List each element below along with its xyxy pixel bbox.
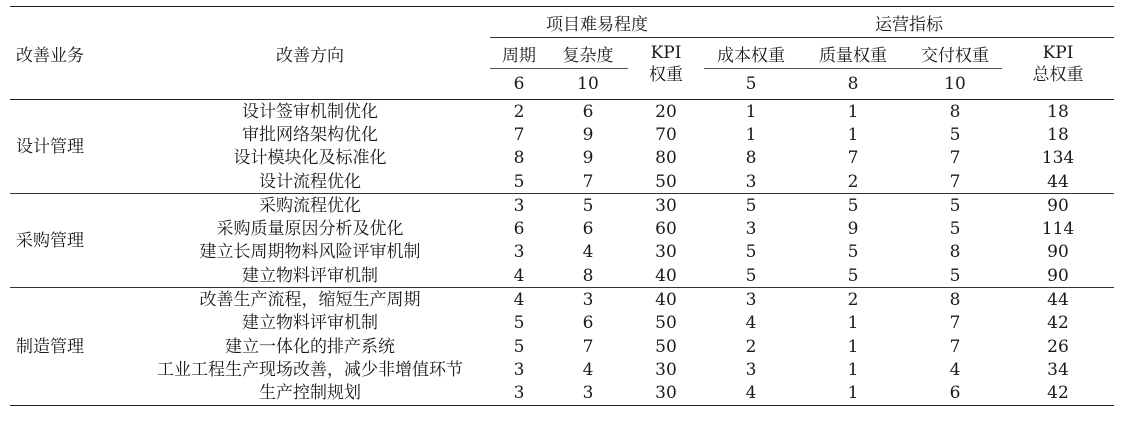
delivery-cell: 8 — [908, 288, 1002, 312]
quality-cell: 1 — [798, 382, 908, 406]
direction-cell: 建立长周期物料风险评审机制 — [199, 242, 421, 263]
kpi-cell: 50 — [655, 336, 677, 357]
total-cell: 42 — [1047, 313, 1069, 334]
cycle-cell: 3 — [490, 194, 548, 218]
total-cell: 114 — [1041, 219, 1075, 240]
quality-cell: 5 — [847, 265, 859, 286]
complexity-cell: 6 — [582, 313, 594, 334]
delivery-cell: 7 — [949, 171, 961, 192]
complexity-cell: 9 — [582, 148, 594, 169]
header-delivery-weight: 交付权重 — [908, 38, 1002, 69]
complexity-cell: 7 — [582, 171, 594, 192]
total-cell: 90 — [1047, 242, 1069, 263]
header-cycle-value: 6 — [490, 69, 548, 100]
header-cycle: 周期 — [490, 38, 548, 69]
delivery-cell: 8 — [949, 242, 961, 263]
cost-cell: 3 — [745, 359, 757, 380]
direction-cell: 采购流程优化 — [130, 194, 490, 218]
table-row — [10, 358, 1114, 381]
kpi-cell: 30 — [655, 242, 677, 263]
delivery-cell: 7 — [949, 148, 961, 169]
cost-cell: 4 — [745, 313, 757, 334]
complexity-cell: 6 — [582, 219, 594, 240]
complexity-cell: 4 — [582, 242, 594, 263]
business-cell: 采购管理 — [10, 194, 130, 288]
delivery-cell: 5 — [908, 194, 1002, 218]
kpi-cell: 50 — [655, 171, 677, 192]
cost-cell: 8 — [745, 148, 757, 169]
direction-cell: 改善生产流程，缩短生产周期 — [130, 288, 490, 312]
header-kpi-weight-line1: KPI — [650, 43, 682, 63]
business-cell: 制造管理 — [10, 288, 130, 405]
direction-cell: 生产控制规划 — [130, 382, 490, 406]
cycle-cell: 3 — [513, 359, 525, 380]
quality-cell: 9 — [847, 219, 859, 240]
business-cell: 设计管理 — [16, 136, 84, 157]
complexity-cell: 8 — [582, 265, 594, 286]
table-row — [10, 312, 1114, 335]
kpi-cell: 80 — [655, 148, 677, 169]
header-difficulty-group: 项目难易程度 — [490, 7, 704, 38]
direction-cell: 设计流程优化 — [259, 171, 361, 192]
kpi-cell: 70 — [655, 124, 677, 145]
quality-cell: 2 — [847, 171, 859, 192]
cycle-cell: 2 — [513, 101, 525, 122]
direction-cell: 审批网络架构优化 — [242, 124, 378, 145]
quality-cell: 7 — [847, 148, 859, 169]
quality-cell: 5 — [847, 242, 859, 263]
table-row — [10, 264, 1114, 288]
table-row — [10, 170, 1114, 194]
header-delivery-value: 10 — [908, 69, 1002, 100]
header-ops-group: 运营指标 — [704, 7, 1114, 38]
delivery-cell: 7 — [949, 313, 961, 334]
table-row — [10, 335, 1114, 358]
table-row — [10, 100, 1114, 124]
delivery-cell: 8 — [949, 101, 961, 122]
quality-cell: 1 — [847, 101, 859, 122]
kpi-cell: 30 — [628, 194, 704, 218]
kpi-cell: 40 — [655, 265, 677, 286]
header-quality-value: 8 — [798, 69, 908, 100]
table-row — [10, 241, 1114, 264]
direction-cell: 建立物料评审机制 — [242, 265, 378, 286]
cycle-cell: 3 — [490, 382, 548, 406]
complexity-cell: 3 — [548, 288, 628, 312]
kpi-weight-table — [10, 6, 1114, 406]
delivery-cell: 4 — [949, 359, 961, 380]
complexity-cell: 6 — [582, 101, 594, 122]
table-row — [10, 147, 1114, 170]
total-cell: 42 — [1002, 382, 1114, 406]
quality-cell: 2 — [798, 288, 908, 312]
quality-cell: 1 — [847, 359, 859, 380]
complexity-cell: 7 — [582, 336, 594, 357]
cycle-cell: 8 — [513, 148, 525, 169]
table-body — [10, 100, 1114, 406]
cycle-cell: 6 — [513, 219, 525, 240]
header-complexity-value: 10 — [548, 69, 628, 100]
table-row — [10, 382, 1114, 406]
header-direction: 改善方向 — [130, 7, 490, 100]
header-kpi-total-line1: KPI — [1042, 43, 1074, 63]
direction-cell: 设计签审机制优化 — [242, 101, 378, 122]
quality-cell: 1 — [847, 124, 859, 145]
header-kpi-total — [1002, 38, 1114, 100]
total-cell: 44 — [1002, 288, 1114, 312]
total-cell: 90 — [1047, 265, 1069, 286]
header-complexity: 复杂度 — [548, 38, 628, 69]
cycle-cell: 4 — [513, 265, 525, 286]
header-kpi-weight-line2: 权重 — [649, 65, 683, 85]
cycle-cell: 4 — [490, 288, 548, 312]
complexity-cell: 4 — [582, 359, 594, 380]
delivery-cell: 6 — [908, 382, 1002, 406]
cycle-cell: 5 — [513, 171, 525, 192]
delivery-cell: 5 — [949, 219, 961, 240]
total-cell: 90 — [1002, 194, 1114, 218]
cost-cell: 3 — [745, 171, 757, 192]
total-cell: 44 — [1047, 171, 1069, 192]
cycle-cell: 5 — [513, 313, 525, 334]
kpi-cell: 50 — [655, 313, 677, 334]
header-business: 改善业务 — [10, 7, 130, 100]
cycle-cell: 5 — [513, 336, 525, 357]
quality-cell: 1 — [847, 336, 859, 357]
direction-cell: 采购质量原因分析及优化 — [216, 219, 404, 240]
cost-cell: 5 — [704, 194, 798, 218]
kpi-cell: 30 — [628, 382, 704, 406]
complexity-cell: 3 — [548, 382, 628, 406]
cycle-cell: 7 — [513, 124, 525, 145]
cost-cell: 2 — [745, 336, 757, 357]
direction-cell: 工业工程生产现场改善，减少非增值环节 — [157, 359, 463, 380]
complexity-cell: 9 — [582, 124, 594, 145]
complexity-cell: 5 — [548, 194, 628, 218]
table-row — [10, 123, 1114, 146]
kpi-cell: 60 — [655, 219, 677, 240]
cost-cell: 5 — [745, 265, 757, 286]
total-cell: 34 — [1047, 359, 1069, 380]
header-cost-value: 5 — [704, 69, 798, 100]
direction-cell: 建立物料评审机制 — [242, 313, 378, 334]
direction-cell: 设计模块化及标准化 — [233, 148, 387, 169]
delivery-cell: 7 — [949, 336, 961, 357]
table-row — [10, 288, 1114, 312]
cost-cell: 3 — [745, 219, 757, 240]
header-kpi-total-line2: 总权重 — [1032, 65, 1084, 85]
cost-cell: 1 — [745, 124, 757, 145]
total-cell: 26 — [1047, 336, 1069, 357]
cost-cell: 3 — [704, 288, 798, 312]
direction-cell: 建立一体化的排产系统 — [225, 336, 395, 357]
cycle-cell: 3 — [513, 242, 525, 263]
kpi-cell: 30 — [655, 359, 677, 380]
header-kpi-weight — [628, 38, 704, 100]
header-quality-weight: 质量权重 — [798, 38, 908, 69]
total-cell: 18 — [1047, 124, 1069, 145]
cost-cell: 4 — [704, 382, 798, 406]
quality-cell: 1 — [847, 313, 859, 334]
cost-cell: 1 — [745, 101, 757, 122]
total-cell: 134 — [1041, 148, 1075, 169]
delivery-cell: 5 — [949, 265, 961, 286]
kpi-cell: 20 — [655, 101, 677, 122]
table-row — [10, 194, 1114, 218]
total-cell: 18 — [1047, 101, 1069, 122]
table-row — [10, 217, 1114, 240]
header-cost-weight: 成本权重 — [704, 38, 798, 69]
cost-cell: 5 — [745, 242, 757, 263]
delivery-cell: 5 — [949, 124, 961, 145]
kpi-cell: 40 — [628, 288, 704, 312]
quality-cell: 5 — [798, 194, 908, 218]
